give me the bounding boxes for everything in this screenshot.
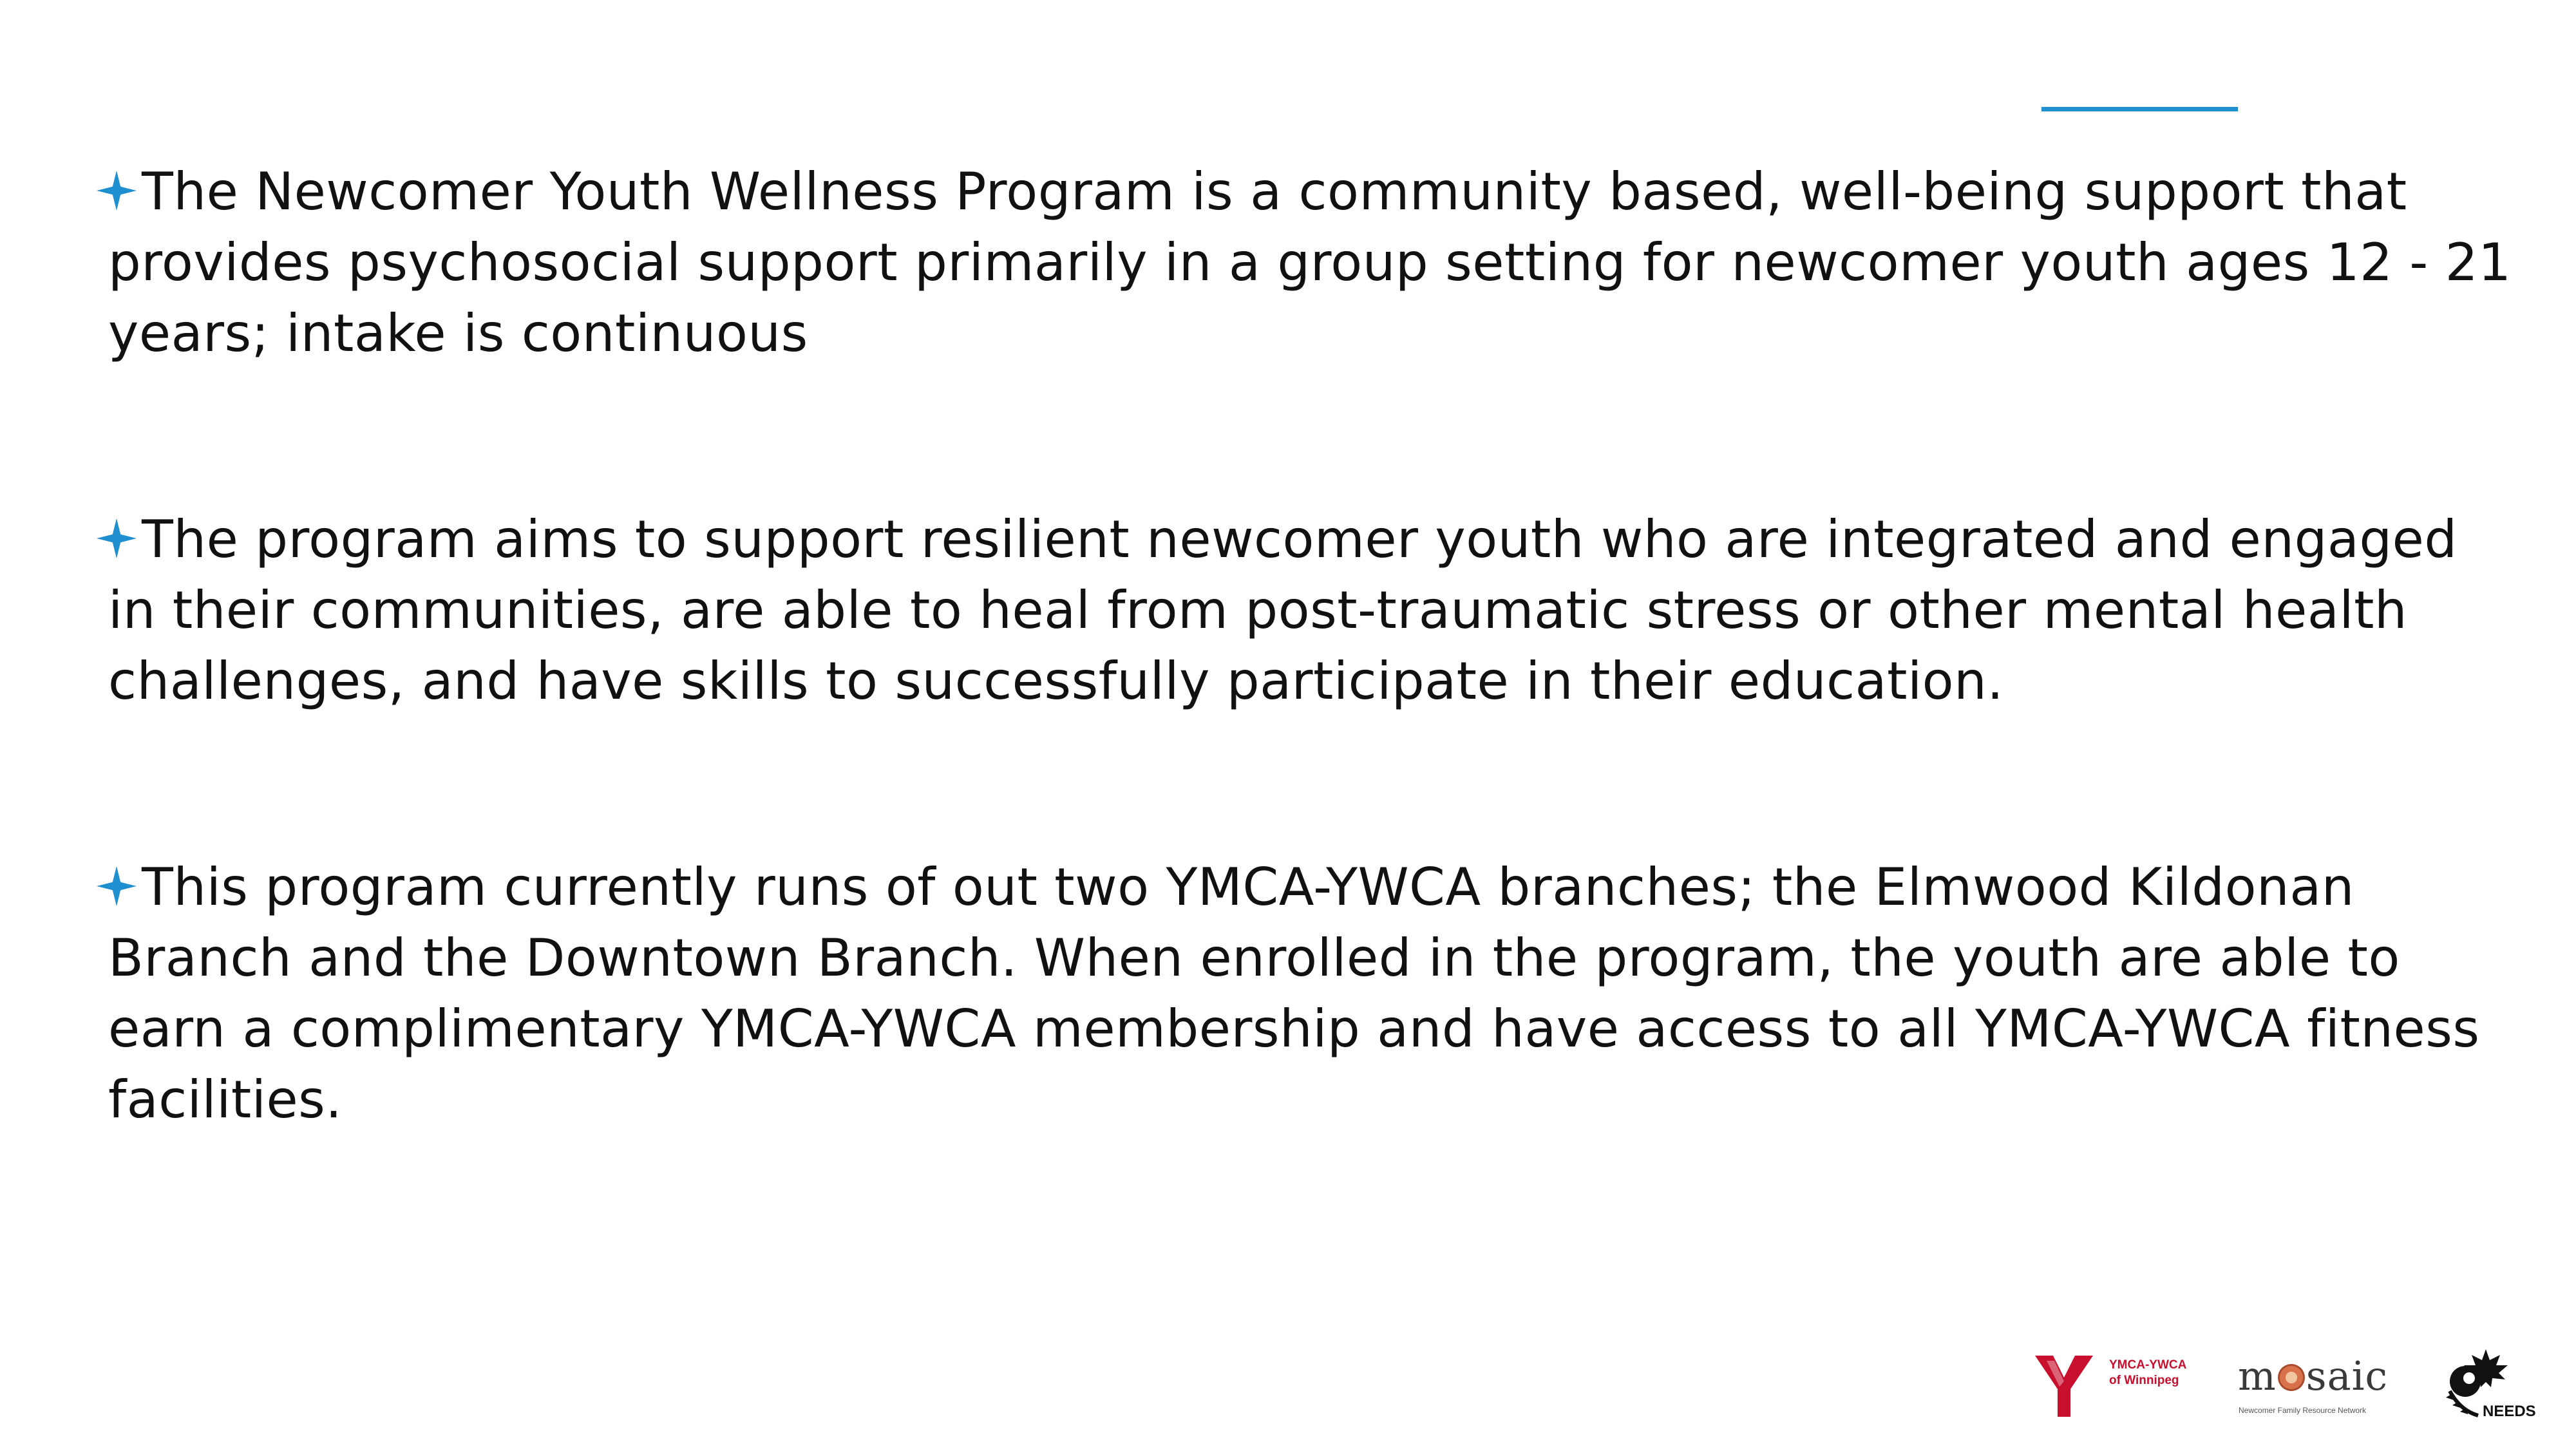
four-point-star-icon	[97, 866, 137, 906]
bullet-item	[97, 156, 2518, 369]
four-point-star-icon	[97, 171, 137, 211]
bullet-text: The Newcomer Youth Wellness Program is a community based, well-being support that provides psychosocial support primarily in a group setting for newcomer youth ages 12 - 21 years; intake is continuous	[108, 162, 2512, 363]
bullet-text: The program aims to support resilient newcomer youth who are integrated and engaged in their communities, are able to heal from post-traumatic stress or other mental health challenges, and have skills to successfully participate in their education.	[108, 509, 2458, 711]
four-point-star-icon	[97, 518, 137, 558]
mosaic-flower-icon	[2278, 1364, 2305, 1391]
needs-logo-text: NEEDS	[2483, 1403, 2536, 1420]
ymca-logo-icon	[2035, 1356, 2093, 1417]
bullet-list	[97, 156, 2518, 1135]
bullet-item	[97, 504, 2518, 717]
ymca-logo-line2: of Winnipeg	[2109, 1374, 2179, 1387]
mosaic-logo-end: saic	[2306, 1352, 2389, 1399]
mosaic-logo-start: m	[2238, 1352, 2277, 1399]
mosaic-logo-subtitle: Newcomer Family Resource Network	[2239, 1406, 2367, 1415]
bullet-text: This program currently runs of out two YMCA-YWCA branches; the Elmwood Kildonan Branch and the Downtown Branch. When enrolled in the program, the youth are able to earn a complimentary YMCA-YWCA membership and have access to all YMCA-YWCA fitness facilities.	[108, 857, 2480, 1130]
mosaic-logo	[2238, 1352, 2388, 1399]
bullet-item	[97, 852, 2518, 1135]
ymca-logo-line1: YMCA-YWCA	[2109, 1358, 2187, 1372]
accent-line	[2041, 107, 2238, 111]
ymca-logo-text	[2109, 1358, 2186, 1388]
